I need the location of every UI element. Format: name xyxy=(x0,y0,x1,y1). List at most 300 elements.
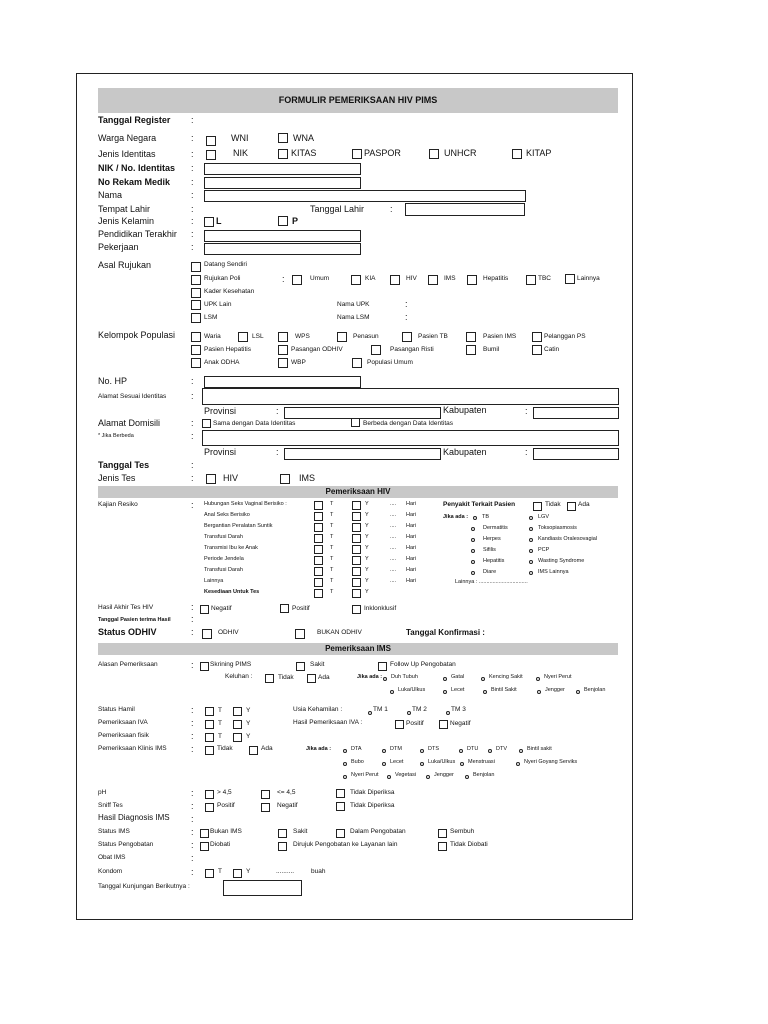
label-terima-hasil: Tanggal Pasien terima Hasil xyxy=(98,617,171,623)
label-nama: Nama xyxy=(98,190,123,200)
risk-hari: Hari xyxy=(406,567,417,573)
option-catin: Catin xyxy=(544,346,560,353)
option-upk-lain: UPK Lain xyxy=(204,301,232,308)
checkbox-nik[interactable] xyxy=(206,150,216,160)
colon: : xyxy=(191,177,194,187)
kabupaten-field[interactable] xyxy=(533,407,619,419)
risk-checkbox-y[interactable] xyxy=(352,534,361,543)
kabupaten-domisili-field[interactable] xyxy=(533,448,619,460)
kondom-count: .......... xyxy=(276,868,295,875)
colon: : xyxy=(191,718,194,728)
option-tes-hiv: HIV xyxy=(223,473,239,483)
checkbox-positif[interactable] xyxy=(280,604,289,613)
disease-label: IMS Lainnya xyxy=(538,569,569,575)
checkbox-wna[interactable] xyxy=(278,133,288,143)
checkbox-pasien-ims[interactable] xyxy=(466,332,476,342)
checkbox-ph-tidak[interactable] xyxy=(336,789,345,798)
risk-label: Transfusi Darah xyxy=(204,567,243,573)
klinis-label: Nyeri Perut xyxy=(351,772,379,778)
option-lsm: LSM xyxy=(204,314,218,321)
checkbox-pasien-tb[interactable] xyxy=(402,332,412,342)
option-iva-negatif: Negatif xyxy=(450,720,471,727)
label-jika-ada: Jika ada : xyxy=(357,674,383,680)
risk-label: Bergantian Peralatan Suntik xyxy=(204,523,273,529)
risk-checkbox-t[interactable] xyxy=(314,523,323,532)
risk-days: .... xyxy=(390,556,397,562)
label-tanggal-konfirmasi: Tanggal Konfirmasi : xyxy=(406,628,485,637)
disease-radio[interactable] xyxy=(471,527,475,531)
klinis-radio[interactable] xyxy=(382,762,386,766)
option-sniff-tidak: Tidak Diperiksa xyxy=(350,802,395,809)
colon: : xyxy=(191,814,194,824)
keluhan-radio[interactable] xyxy=(481,677,485,681)
checkbox-tes-ims[interactable] xyxy=(280,474,290,484)
provinsi-field[interactable] xyxy=(284,407,441,419)
colon: : xyxy=(282,274,285,284)
klinis-label: Bubo xyxy=(351,759,364,765)
option-sembuh: Sembuh xyxy=(450,828,475,835)
option-keluhan-ada: Ada xyxy=(318,674,330,681)
checkbox-dalam-pengobatan[interactable] xyxy=(336,829,345,838)
disease-radio[interactable] xyxy=(529,571,533,575)
label-kajian-resiko: Kajian Resiko xyxy=(98,501,138,508)
label-usia-kehamilan: Usia Kehamilan : xyxy=(293,706,343,713)
klinis-radio[interactable] xyxy=(387,775,391,779)
pendidikan-field[interactable] xyxy=(204,230,361,242)
klinis-radio[interactable] xyxy=(420,749,424,753)
tanggal-lahir-field[interactable] xyxy=(405,203,525,216)
option-poli-tbc: TBC xyxy=(538,275,551,282)
option-tm2: TM 2 xyxy=(412,706,427,713)
colon: : xyxy=(191,744,194,754)
risk-label: Transfusi Darah xyxy=(204,534,243,540)
klinis-radio[interactable] xyxy=(426,775,430,779)
label-tempat-lahir: Tempat Lahir xyxy=(98,204,151,214)
risk-option-y: Y xyxy=(365,589,369,595)
label-status-pengobatan: Status Pengobatan xyxy=(98,841,154,848)
checkbox-poli-tbc[interactable] xyxy=(526,275,536,285)
checkbox-keluhan-ada[interactable] xyxy=(307,674,316,683)
checkbox-negatif[interactable] xyxy=(200,605,209,614)
checkbox-poli-ims[interactable] xyxy=(428,275,438,285)
risk-label: Periode Jendela xyxy=(204,556,244,562)
checkbox-poli-kia[interactable] xyxy=(351,275,361,285)
risk-option-t: T xyxy=(330,501,334,507)
option-ph-below: <= 4,5 xyxy=(277,789,296,796)
risk-days: .... xyxy=(390,545,397,551)
colon: : xyxy=(405,312,408,322)
option-dalam-pengobatan: Dalam Pengobatan xyxy=(350,828,406,835)
risk-checkbox-t[interactable] xyxy=(314,556,323,565)
checkbox-diobati[interactable] xyxy=(200,842,209,851)
klinis-label: Jengger xyxy=(434,772,454,778)
nama-field[interactable] xyxy=(204,190,526,202)
keluhan-label: Luka/Ulkus xyxy=(398,687,426,693)
klinis-radio[interactable] xyxy=(519,749,523,753)
colon: : xyxy=(191,376,194,386)
keluhan-radio[interactable] xyxy=(536,677,540,681)
risk-checkbox-y[interactable] xyxy=(352,589,361,598)
klinis-label: Vegetasi xyxy=(395,772,417,778)
checkbox-iva-t[interactable] xyxy=(205,720,214,729)
label-ph: pH xyxy=(98,789,107,796)
risk-checkbox-t[interactable] xyxy=(314,534,323,543)
disease-label: Sifilis xyxy=(483,547,496,553)
rekam-medik-field[interactable] xyxy=(204,177,361,189)
checkbox-anak-odha[interactable] xyxy=(191,358,201,368)
colon: : xyxy=(191,801,194,811)
colon: : xyxy=(276,447,279,457)
checkbox-bumil[interactable] xyxy=(466,345,476,355)
nik-field[interactable] xyxy=(204,163,361,175)
disease-label: Hepatitis xyxy=(483,558,505,564)
risk-checkbox-y[interactable] xyxy=(352,523,361,532)
option-sama-identitas: Sama dengan Data Identitas xyxy=(213,420,296,427)
colon: : xyxy=(525,447,528,457)
klinis-label: DTS xyxy=(428,746,439,752)
checkbox-sama-identitas[interactable] xyxy=(202,419,211,428)
checkbox-ims-sakit[interactable] xyxy=(278,829,287,838)
disease-radio[interactable] xyxy=(529,560,533,564)
label-tanggal-register: Tanggal Register xyxy=(98,115,171,125)
checkbox-laki[interactable] xyxy=(204,217,214,227)
klinis-radio[interactable] xyxy=(343,749,347,753)
colon: : xyxy=(191,731,194,741)
checkbox-populasi-umum[interactable] xyxy=(352,358,362,368)
colon: : xyxy=(191,500,194,510)
checkbox-rujukan-poli[interactable] xyxy=(191,275,201,285)
risk-checkbox-y[interactable] xyxy=(352,501,361,510)
risk-option-y: Y xyxy=(365,556,369,562)
klinis-label: Luka/Ulkus xyxy=(428,759,456,765)
risk-days: .... xyxy=(390,523,397,529)
checkbox-pasien-hepatitis[interactable] xyxy=(191,345,201,355)
checkbox-kondom-y[interactable] xyxy=(233,869,242,878)
klinis-radio[interactable] xyxy=(343,762,347,766)
option-follow-up: Follow Up Pengobatan xyxy=(390,661,456,668)
checkbox-penyakit-ada[interactable] xyxy=(567,502,576,511)
option-tm3: TM 3 xyxy=(451,706,466,713)
option-inklonklusif: Inklonklusif xyxy=(364,605,397,612)
klinis-radio[interactable] xyxy=(343,775,347,779)
option-klinis-ada: Ada xyxy=(261,745,273,752)
checkbox-catin[interactable] xyxy=(532,345,542,355)
label-keluhan: Keluhan : xyxy=(225,673,253,680)
checkbox-tes-hiv[interactable] xyxy=(206,474,216,484)
tanggal-kunjungan-field[interactable] xyxy=(223,880,302,896)
checkbox-sniff-positif[interactable] xyxy=(205,803,214,812)
label-kelompok-populasi: Kelompok Populasi xyxy=(98,330,176,340)
disease-radio[interactable] xyxy=(529,527,533,531)
checkbox-bukan-ims[interactable] xyxy=(200,829,209,838)
checkbox-keluhan-tidak[interactable] xyxy=(265,674,274,683)
checkbox-sniff-negatif[interactable] xyxy=(261,803,270,812)
klinis-radio[interactable] xyxy=(382,749,386,753)
label-kabupaten: Kabupaten xyxy=(443,447,487,457)
label-status-ims: Status IMS xyxy=(98,828,130,835)
checkbox-beda-identitas[interactable] xyxy=(351,418,360,427)
section-ims-header: Pemeriksaan IMS xyxy=(98,643,618,655)
checkbox-poli-hepatitis[interactable] xyxy=(467,275,477,285)
checkbox-unhcr[interactable] xyxy=(429,149,439,159)
radio-tm1[interactable] xyxy=(368,711,372,715)
label-status-odhiv: Status ODHIV xyxy=(98,627,157,637)
checkbox-iva-y[interactable] xyxy=(233,720,242,729)
risk-option-t: T xyxy=(330,534,334,540)
section-hiv-header: Pemeriksaan HIV xyxy=(98,486,618,498)
keluhan-radio[interactable] xyxy=(537,690,541,694)
klinis-label: DTM xyxy=(390,746,402,752)
disease-radio[interactable] xyxy=(473,516,477,520)
checkbox-kader[interactable] xyxy=(191,288,201,298)
label-jenis-identitas: Jenis Identitas xyxy=(98,149,156,159)
checkbox-poli-lainnya[interactable] xyxy=(565,274,575,284)
keluhan-radio[interactable] xyxy=(483,690,487,694)
checkbox-kondom-t[interactable] xyxy=(205,869,214,878)
checkbox-tidak-diobati[interactable] xyxy=(438,842,447,851)
checkbox-klinis-ada[interactable] xyxy=(249,746,258,755)
klinis-radio[interactable] xyxy=(488,749,492,753)
checkbox-sniff-tidak[interactable] xyxy=(336,802,345,811)
checkbox-bukan-odhiv[interactable] xyxy=(295,629,305,639)
checkbox-poli-hiv[interactable] xyxy=(390,275,400,285)
option-iva-y: Y xyxy=(246,720,251,727)
label-pemeriksaan-klinis: Pemeriksaan Klinis IMS xyxy=(98,745,167,752)
keluhan-radio[interactable] xyxy=(443,690,447,694)
risk-checkbox-y[interactable] xyxy=(352,556,361,565)
colon: : xyxy=(276,406,279,416)
colon: : xyxy=(191,827,194,837)
colon: : xyxy=(191,431,194,441)
checkbox-dirujuk[interactable] xyxy=(278,842,287,851)
disease-radio[interactable] xyxy=(529,549,533,553)
checkbox-pasangan-risti[interactable] xyxy=(371,345,381,355)
checkbox-lsl[interactable] xyxy=(238,332,248,342)
option-waria: Waria xyxy=(204,333,221,340)
risk-option-t: T xyxy=(330,578,334,584)
option-wni: WNI xyxy=(231,133,249,143)
option-bumil: Bumil xyxy=(483,346,500,353)
option-populasi-umum: Populasi Umum xyxy=(367,359,413,366)
label-sniff-tes: Sniff Tes xyxy=(98,802,123,809)
option-sniff-positif: Positif xyxy=(217,802,235,809)
checkbox-wni[interactable] xyxy=(206,136,216,146)
checkbox-waria[interactable] xyxy=(191,332,201,342)
keluhan-label: Bintil Sakit xyxy=(491,687,517,693)
checkbox-ph-above[interactable] xyxy=(205,790,214,799)
checkbox-hamil-y[interactable] xyxy=(233,707,242,716)
label-provinsi: Provinsi xyxy=(204,406,237,416)
disease-label: Herpes xyxy=(483,536,501,542)
option-pasien-ims: Pasien IMS xyxy=(483,333,517,340)
alamat-identitas-field[interactable] xyxy=(202,388,619,405)
keluhan-radio[interactable] xyxy=(383,677,387,681)
label-no-hp: No. HP xyxy=(98,376,128,386)
risk-checkbox-t[interactable] xyxy=(314,501,323,510)
checkbox-sembuh[interactable] xyxy=(438,829,447,838)
checkbox-lsm[interactable] xyxy=(191,313,201,323)
label-pendidikan: Pendidikan Terakhir xyxy=(98,229,177,239)
klinis-label: DTV xyxy=(496,746,507,752)
form-page xyxy=(76,73,633,920)
colon: : xyxy=(191,190,194,200)
option-nik: NIK xyxy=(233,148,249,158)
option-odhiv: ODHIV xyxy=(218,629,239,636)
label-pekerjaan: Pekerjaan xyxy=(98,242,139,252)
klinis-label: Nyeri Goyang Serviks xyxy=(524,759,578,765)
checkbox-datang-sendiri[interactable] xyxy=(191,262,201,272)
option-iva-positif: Positif xyxy=(406,720,424,727)
klinis-label: DTU xyxy=(467,746,479,752)
risk-checkbox-t[interactable] xyxy=(314,578,323,587)
colon: : xyxy=(191,705,194,715)
risk-checkbox-y[interactable] xyxy=(352,512,361,521)
checkbox-inklonklusif[interactable] xyxy=(352,605,361,614)
label-penyakit-terkait: Penyakit Terkait Pasien xyxy=(443,501,516,508)
checkbox-hamil-t[interactable] xyxy=(205,707,214,716)
disease-radio[interactable] xyxy=(529,516,533,520)
colon: : xyxy=(191,216,194,226)
checkbox-skrining[interactable] xyxy=(200,662,209,671)
label-asal-rujukan: Asal Rujukan xyxy=(98,260,152,270)
disease-radio[interactable] xyxy=(471,538,475,542)
option-klinis-tidak: Tidak xyxy=(217,745,233,752)
checkbox-follow-up[interactable] xyxy=(378,662,387,671)
colon: : xyxy=(191,660,194,670)
checkbox-perempuan[interactable] xyxy=(278,216,288,226)
risk-label: Lainnya xyxy=(204,578,224,584)
keluhan-radio[interactable] xyxy=(576,690,580,694)
risk-checkbox-y[interactable] xyxy=(352,545,361,554)
checkbox-pelanggan-ps[interactable] xyxy=(532,332,542,342)
option-fisik-t: T xyxy=(218,733,222,740)
risk-hari: Hari xyxy=(406,534,417,540)
checkbox-iva-negatif[interactable] xyxy=(439,720,448,729)
alamat-domisili-field[interactable] xyxy=(202,430,619,446)
disease-label: Wasting Syndrome xyxy=(538,558,585,564)
checkbox-pasangan-odhiv[interactable] xyxy=(278,345,288,355)
checkbox-iva-positif[interactable] xyxy=(395,720,404,729)
option-perempuan: P xyxy=(292,216,299,226)
keluhan-radio[interactable] xyxy=(443,677,447,681)
checkbox-fisik-y[interactable] xyxy=(233,733,242,742)
option-tm1: TM 1 xyxy=(373,706,388,713)
risk-option-y: Y xyxy=(365,512,369,518)
label-hasil-iva: Hasil Pemeriksaan IVA : xyxy=(293,719,363,726)
checkbox-upk-lain[interactable] xyxy=(191,300,201,310)
colon: : xyxy=(191,204,194,214)
label-alamat-identitas: Alamat Sesuai Identitas xyxy=(98,393,167,400)
label-jika-ada: Jika ada : xyxy=(443,514,469,520)
option-kondom-t: T xyxy=(218,868,222,875)
label-tanggal-tes: Tanggal Tes xyxy=(98,460,150,470)
checkbox-paspor[interactable] xyxy=(352,149,362,159)
checkbox-fisik-t[interactable] xyxy=(205,733,214,742)
risk-checkbox-y[interactable] xyxy=(352,578,361,587)
risk-checkbox-y[interactable] xyxy=(352,567,361,576)
disease-radio[interactable] xyxy=(471,549,475,553)
radio-tm3[interactable] xyxy=(446,711,450,715)
colon: : xyxy=(191,115,194,125)
risk-checkbox-t[interactable] xyxy=(314,545,323,554)
disease-label: PCP xyxy=(538,547,550,553)
klinis-radio[interactable] xyxy=(420,762,424,766)
risk-days: .... xyxy=(390,512,397,518)
checkbox-wbp[interactable] xyxy=(278,358,288,368)
disease-radio[interactable] xyxy=(471,571,475,575)
option-positif: Positif xyxy=(292,605,310,612)
risk-label: Anal Seks Berisiko xyxy=(204,512,250,518)
klinis-radio[interactable] xyxy=(516,762,520,766)
risk-label: Kesediaan Untuk Tes xyxy=(204,589,260,595)
disease-radio[interactable] xyxy=(471,560,475,564)
option-ph-tidak: Tidak Diperiksa xyxy=(350,789,395,796)
label-nik: NIK / No. Identitas xyxy=(98,163,176,173)
checkbox-klinis-tidak[interactable] xyxy=(205,746,214,755)
option-tidak-diobati: Tidak Diobati xyxy=(450,841,488,848)
klinis-radio[interactable] xyxy=(459,749,463,753)
colon: : xyxy=(390,204,393,214)
checkbox-ph-below[interactable] xyxy=(261,790,270,799)
option-paspor: PASPOR xyxy=(364,148,401,158)
risk-hari: Hari xyxy=(406,512,417,518)
keluhan-radio[interactable] xyxy=(390,690,394,694)
label-provinsi: Provinsi xyxy=(204,447,237,457)
option-datang-sendiri: Datang Sendiri xyxy=(204,261,247,268)
colon: : xyxy=(191,840,194,850)
no-hp-field[interactable] xyxy=(204,376,361,388)
checkbox-kitap[interactable] xyxy=(512,149,522,159)
pekerjaan-field[interactable] xyxy=(204,243,361,255)
risk-option-y: Y xyxy=(365,578,369,584)
label-alamat-domisili: Alamat Domisili xyxy=(98,418,161,428)
checkbox-wps[interactable] xyxy=(278,332,288,342)
label-hasil-diagnosis: Hasil Diagnosis IMS xyxy=(98,813,170,822)
checkbox-kitas[interactable] xyxy=(278,149,288,159)
disease-radio[interactable] xyxy=(529,538,533,542)
option-lsl: LSL xyxy=(252,333,264,340)
label-buah: buah xyxy=(311,868,326,875)
risk-days: .... xyxy=(390,578,397,584)
klinis-radio[interactable] xyxy=(460,762,464,766)
colon: : xyxy=(191,149,194,159)
risk-checkbox-t[interactable] xyxy=(314,512,323,521)
risk-days: .... xyxy=(390,501,397,507)
disease-label: Diare xyxy=(483,569,497,575)
checkbox-penyakit-tidak[interactable] xyxy=(533,502,542,511)
checkbox-poli-umum[interactable] xyxy=(292,275,302,285)
keluhan-label: Lecet xyxy=(451,687,465,693)
option-bukan-ims: Bukan IMS xyxy=(210,828,242,835)
klinis-radio[interactable] xyxy=(465,775,469,779)
radio-tm2[interactable] xyxy=(407,711,411,715)
checkbox-odhiv[interactable] xyxy=(202,629,212,639)
label-tanggal-lahir: Tanggal Lahir xyxy=(310,204,365,214)
colon: : xyxy=(191,460,194,470)
provinsi-domisili-field[interactable] xyxy=(284,448,441,460)
label-tanggal-kunjungan: Tanggal Kunjungan Berikutnya : xyxy=(98,883,190,890)
risk-checkbox-t[interactable] xyxy=(314,589,323,598)
label-obat-ims: Obat IMS xyxy=(98,854,126,861)
risk-option-t: T xyxy=(330,523,334,529)
risk-checkbox-t[interactable] xyxy=(314,567,323,576)
option-poli-kia: KIA xyxy=(365,275,376,282)
label-status-hamil: Status Hamil xyxy=(98,706,135,713)
label-jenis-kelamin: Jenis Kelamin xyxy=(98,216,155,226)
checkbox-sakit[interactable] xyxy=(296,662,305,671)
checkbox-penasun[interactable] xyxy=(337,332,347,342)
option-bukan-odhiv: BUKAN ODHIV xyxy=(317,629,362,636)
